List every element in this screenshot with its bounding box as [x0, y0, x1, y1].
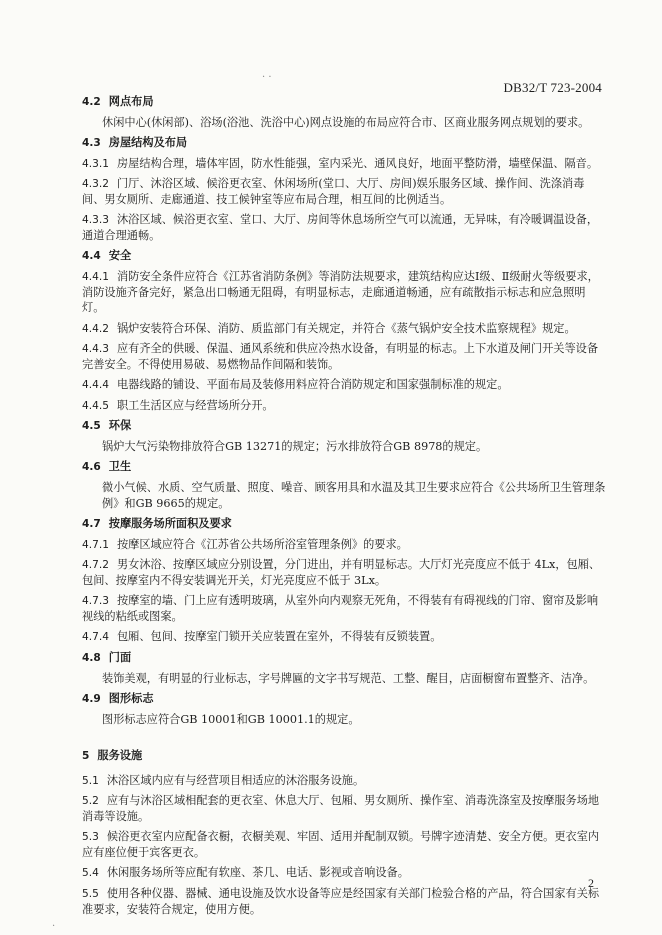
clause-item [82, 865, 606, 881]
clause-number: 5.5 [82, 888, 99, 901]
document-number: DB32/T 723-2004 [503, 80, 602, 95]
subsection-heading [82, 418, 606, 434]
subsection-heading [82, 94, 606, 110]
clause-number: 4.8 [82, 651, 101, 664]
paragraph [82, 115, 606, 130]
subsection-heading [82, 516, 606, 532]
clause-text: 应有齐全的供暖、保温、通风系统和供应冷热水设备，有明显的标志。上下水道及闸门开关等设备完善安全。不得使用易破、易燃物品作间隔和装饰。 [82, 342, 599, 371]
clause-item [82, 321, 606, 337]
clause-text: 图形标志 [108, 691, 154, 706]
clause-text: 装饰美观，有明显的行业标志，字号牌匾的文字书写规范、工整、醒目，店面橱窗布置整齐、洁净。 [102, 671, 595, 685]
paragraph [82, 712, 606, 727]
section-heading [82, 748, 606, 764]
clause-text: 锅炉大气污染物排放符合GB 13271的规定；污水排放符合GB 8978的规定。 [102, 440, 488, 454]
page-number: 2 [588, 876, 594, 890]
paragraph [82, 439, 606, 454]
clause-number: 4.7.4 [82, 631, 109, 644]
clause-item [82, 176, 606, 207]
subsection-heading [82, 691, 606, 707]
clause-number: 4.7.2 [82, 559, 109, 572]
clause-number: 4.6 [82, 461, 101, 474]
scan-speck: . [52, 918, 56, 929]
clause-item [82, 629, 606, 645]
clause-text: 安全 [108, 248, 132, 263]
clause-text: 房屋结构及布局 [108, 135, 188, 150]
clause-number: 4.3.3 [82, 214, 109, 227]
clause-number: 4.3.1 [82, 157, 109, 170]
clause-number: 5.1 [82, 774, 99, 787]
document-body [82, 94, 606, 922]
clause-item [82, 593, 606, 624]
clause-number: 4.4.4 [82, 379, 109, 392]
clause-number: 4.7.3 [82, 595, 109, 608]
clause-text: 休闲中心(休闲部)、浴场(浴池、洗浴中心)网点设施的布局应符合市、区商业服务网点规划的要求。 [102, 115, 590, 129]
clause-text: 环保 [108, 418, 132, 433]
clause-number: 5.2 [82, 795, 99, 808]
clause-text: 包厢、包间、按摩室门锁开关应装置在室外，不得装有反锁装置。 [116, 630, 442, 644]
clause-item [82, 398, 606, 414]
clause-item [82, 269, 606, 316]
clause-number: 4.2 [82, 96, 101, 108]
clause-item [82, 773, 606, 789]
clause-number: 4.4 [82, 250, 101, 263]
clause-text: 按摩服务场所面积及要求 [108, 516, 232, 530]
clause-number: 4.4.3 [82, 343, 109, 356]
clause-text: 按摩室的墙、门上应有透明玻璃，从室外向内观察无死角，不得装有有碍视线的门帘、窗帘及影响视线的粘纸或图案。 [82, 594, 599, 623]
clause-text: 职工生活区应与经营场所分开。 [116, 398, 274, 412]
clause-number: 4.4.5 [82, 399, 109, 412]
clause-text: 男女沐浴、按摩区域应分别设置，分门进出，并有明显标志。大厅灯光亮度应不低于 4Lx，包厢、包间、按摩室内不得安装调光开关，灯光亮度应不低于 3Lx。 [82, 558, 601, 587]
paragraph [82, 480, 606, 511]
clause-text: 门厅、沐浴区域、候浴更衣室、休闲场所(堂口、大厅、房间)娱乐服务区域、操作间、洗涤消毒间、男女厕所、走廊通道、技工候钟室等应布局合理，相互间的比例适当。 [82, 177, 585, 206]
clause-text: 使用各种仪器、器械、通电设施及饮水设备等应是经国家有关部门检验合格的产品，符合国家有关标准要求，安装符合规定，使用方便。 [82, 887, 600, 916]
clause-text: 房屋结构合理，墙体牢固，防水性能强，室内采光、通风良好，地面平整防滑，墙壁保温、隔音。 [116, 156, 599, 170]
clause-text: 服务设施 [97, 748, 143, 763]
clause-item [82, 793, 606, 824]
clause-number: 4.3.2 [82, 178, 109, 191]
subsection-heading [82, 135, 606, 151]
clause-text: 微小气候、水质、空气质量、照度、噪音、顾客用具和水温及其卫生要求应符合《公共场所卫生管理条例》和GB 9665的规定。 [102, 481, 606, 510]
clause-number: 4.9 [82, 693, 101, 706]
clause-item [82, 156, 606, 172]
clause-text: 沐浴区域、候浴更衣室、堂口、大厅、房间等休息场所空气可以流通，无异味，有冷暖调温设备，通道合理通畅。 [82, 213, 599, 242]
subsection-heading [82, 459, 606, 475]
clause-item [82, 829, 606, 860]
clause-text: 候浴更衣室内应配备衣橱，衣橱美观、牢固、适用并配制双锁。号牌字迹清楚、安全方便。更衣室内应有座位便于宾客更衣。 [82, 830, 600, 859]
clause-number: 5.3 [82, 831, 99, 844]
paragraph [82, 671, 606, 686]
clause-number: 4.4.1 [82, 271, 109, 284]
clause-number: 4.7 [82, 518, 101, 530]
clause-number: 4.7.1 [82, 538, 109, 551]
clause-text: 图形标志应符合GB 10001和GB 10001.1的规定。 [102, 712, 360, 726]
clause-number: 4.4.2 [82, 322, 109, 335]
clause-number: 4.5 [82, 420, 101, 433]
clause-text: 锅炉安装符合环保、消防、质监部门有关规定，并符合《蒸气锅炉安全技术监察规程》规定。 [116, 321, 576, 335]
scan-speck: · · [262, 72, 272, 83]
clause-text: 卫生 [108, 459, 132, 474]
clause-text: 网点布局 [108, 94, 154, 108]
clause-item [82, 341, 606, 372]
subsection-heading [82, 248, 606, 264]
clause-text: 消防安全条件应符合《江苏省消防条例》等消防法规要求，建筑结构应达Ⅰ级、Ⅱ级耐火等级要求，消防设施齐备完好，紧急出口畅通无阻碍，有明显标志，走廊通道畅通，应有疏散指示标志和应急照明灯。 [82, 270, 599, 315]
clause-item [82, 537, 606, 553]
clause-item [82, 886, 606, 917]
clause-text: 休闲服务场所等应配有软座、茶几、电话、影视或音响设备。 [106, 866, 409, 880]
clause-number: 5.4 [82, 867, 99, 880]
clause-text: 电器线路的铺设、平面布局及装修用料应符合消防规定和国家强制标准的规定。 [116, 378, 509, 392]
clause-item [82, 557, 606, 588]
subsection-heading [82, 650, 606, 666]
clause-text: 应有与沐浴区域相配套的更衣室、休息大厅、包厢、男女厕所、操作室、消毒洗涤室及按摩服务场地消毒等设施。 [82, 794, 600, 823]
clause-item [82, 377, 606, 393]
clause-number: 5 [82, 750, 90, 763]
clause-item [82, 212, 606, 243]
clause-number: 4.3 [82, 137, 101, 150]
clause-text: 按摩区域应符合《江苏省公共场所浴室管理条例》的要求。 [116, 537, 408, 551]
clause-text: 沐浴区域内应有与经营项目相适应的沐浴服务设施。 [106, 773, 365, 787]
clause-text: 门面 [108, 649, 132, 664]
